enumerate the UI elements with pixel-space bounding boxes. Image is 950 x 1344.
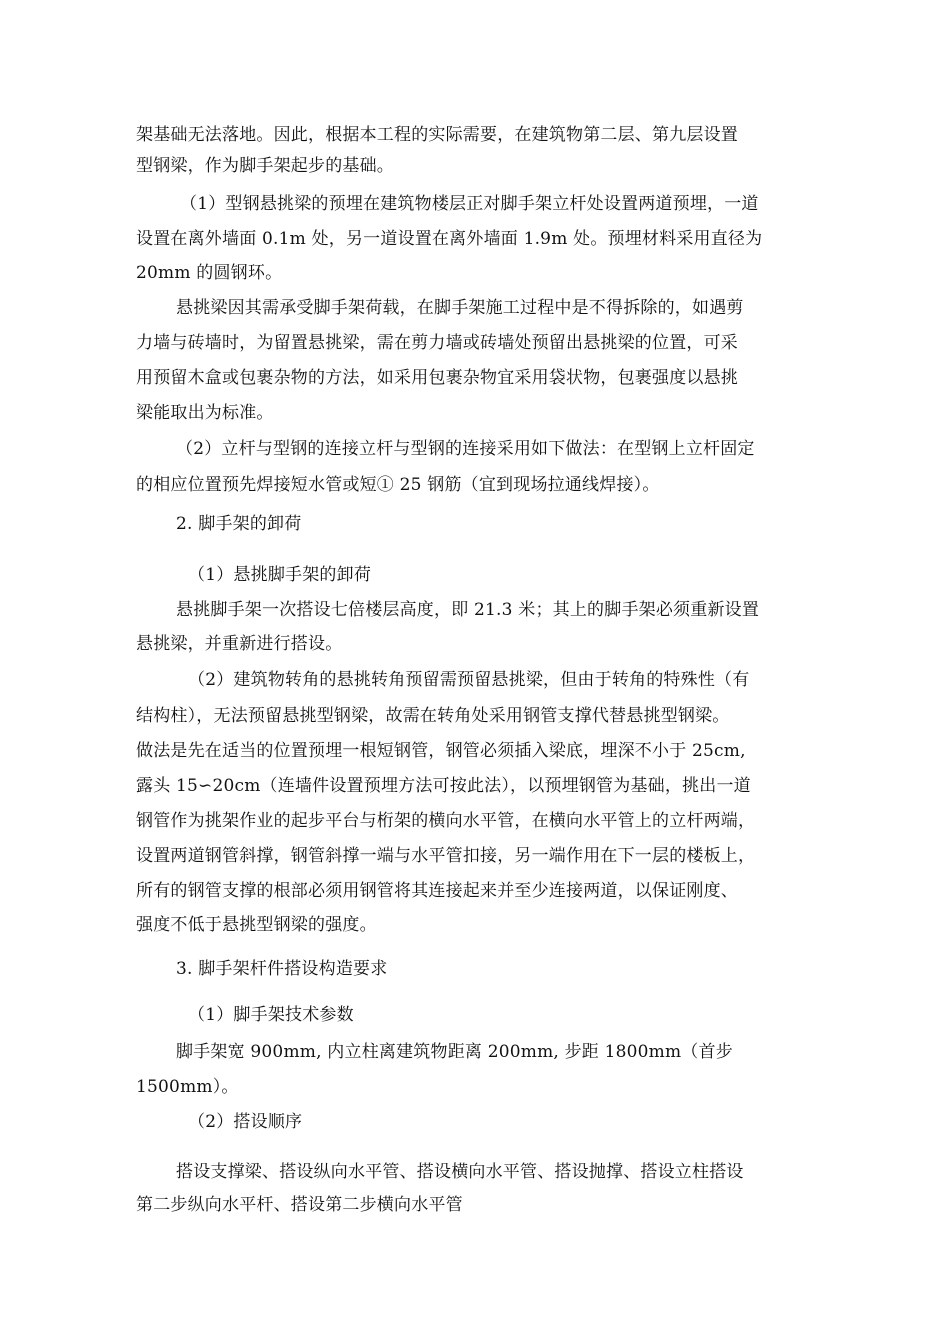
para-beam-line-4: 梁能取出为标准。	[136, 403, 274, 423]
para-params-line-2: 1500mm）。	[136, 1077, 239, 1097]
para-intro-line-2: 型钢梁，作为脚手架起步的基础。	[136, 156, 394, 176]
para-beam-line-3: 用预留木盒或包裹杂物的方法，如采用包裹杂物宜采用袋状物，包裹强度以悬挑	[136, 368, 738, 388]
section-3-heading: 3. 脚手架杆件搭设构造要求	[176, 959, 388, 979]
para-corner-line-7: 所有的钢管支撑的根部必须用钢管将其连接起来并至少连接两道，以保证刚度、	[136, 881, 738, 901]
para-unload-line-1: 悬挑脚手架一次搭设七倍楼层高度，即 21.3 米；其上的脚手架必须重新设置	[176, 600, 760, 620]
para-corner-line-4: 露头 15∽20cm（连墙件设置预埋方法可按此法），以预埋钢管为基础，挑出一道	[136, 776, 751, 796]
para-corner-line-3: 做法是先在适当的位置预埋一根短钢管，钢管必须插入梁底，埋深不小于 25cm,	[136, 741, 746, 761]
subsection-3-1-heading: （1）脚手架技术参数	[188, 1005, 354, 1025]
para-corner-line-2: 结构柱），无法预留悬挑型钢梁，故需在转角处采用钢管支撑代替悬挑型钢梁。	[136, 706, 730, 726]
para-sequence-line-2: 第二步纵向水平杆、搭设第二步横向水平管	[136, 1195, 463, 1215]
item-1-line-3: 20mm 的圆钢环。	[136, 263, 283, 283]
item-1-line-1: （1）型钢悬挑梁的预埋在建筑物楼层正对脚手架立杆处设置两道预埋，一道	[180, 194, 759, 214]
subsection-2-1-heading: （1）悬挑脚手架的卸荷	[188, 565, 372, 585]
para-beam-line-1: 悬挑梁因其需承受脚手架荷载，在脚手架施工过程中是不得拆除的，如遇剪	[176, 298, 744, 318]
para-intro-line-1: 架基础无法落地。因此，根据本工程的实际需要，在建筑物第二层、第九层设置	[136, 125, 738, 145]
para-sequence-line-1: 搭设支撑梁、搭设纵向水平管、搭设横向水平管、搭设抛撑、搭设立柱搭设	[176, 1162, 744, 1182]
item-1-line-2: 设置在离外墙面 0.1m 处，另一道设置在离外墙面 1.9m 处。预埋材料采用直径为	[136, 229, 763, 249]
para-corner-line-6: 设置两道钢管斜撑，钢管斜撑一端与水平管扣接，另一端作用在下一层的楼板上，	[136, 846, 756, 866]
item-2-line-2: 的相应位置预先焊接短水管或短① 25 钢筋（宜到现场拉通线焊接）。	[136, 475, 660, 495]
para-corner-line-8: 强度不低于悬挑型钢梁的强度。	[136, 915, 377, 935]
para-beam-line-2: 力墙与砖墙时，为留置悬挑梁，需在剪力墙或砖墙处预留出悬挑梁的位置，可采	[136, 333, 738, 353]
para-params-line-1: 脚手架宽 900mm, 内立柱离建筑物距离 200mm, 步距 1800mm（首步	[176, 1042, 733, 1062]
para-unload-line-2: 悬挑梁，并重新进行搭设。	[136, 634, 343, 654]
section-2-heading: 2. 脚手架的卸荷	[176, 514, 302, 534]
item-2-line-1: （2）立杆与型钢的连接立杆与型钢的连接采用如下做法：在型钢上立杆固定	[176, 439, 755, 459]
para-corner-line-5: 钢管作为挑架作业的起步平台与桁架的横向水平管，在横向水平管上的立杆两端，	[136, 811, 756, 831]
subsection-3-2-heading: （2）搭设顺序	[188, 1112, 303, 1132]
para-corner-line-1: （2）建筑物转角的悬挑转角预留需预留悬挑梁，但由于转角的特殊性（有	[188, 670, 750, 690]
